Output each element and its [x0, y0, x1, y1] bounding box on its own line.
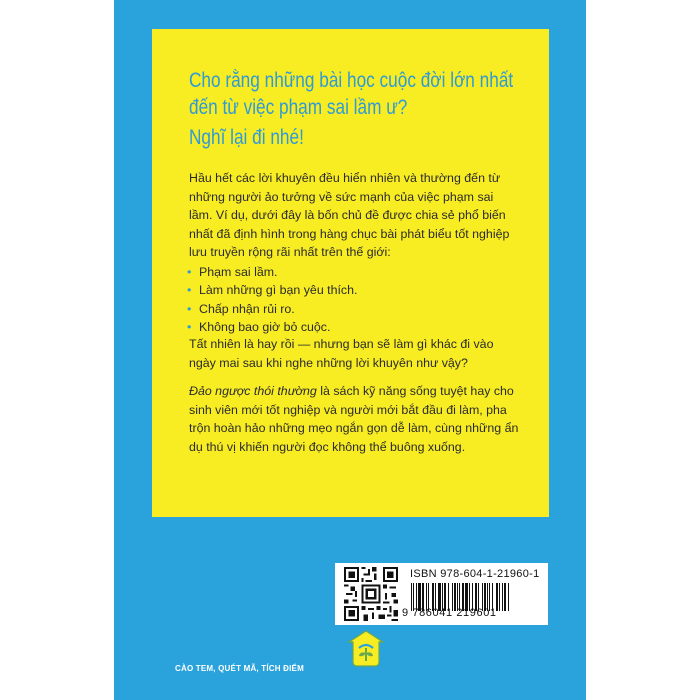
- subheadline: Nghĩ lại đi nhé!: [189, 126, 304, 149]
- barcode-digits: 9 786041 219601: [402, 607, 497, 619]
- qr-code-icon: [344, 567, 398, 621]
- headline-line-1: Cho rằng những bài học cuộc đời lớn nhất: [189, 69, 514, 92]
- headline: [189, 67, 514, 121]
- advice-list: [187, 263, 357, 337]
- question-paragraph: Tất nhiên là hay rồi — nhưng bạn sẽ làm gì khác đi vào ngày mai sau khi nghe những lời khuyên như vậy?: [189, 337, 494, 370]
- book-description-text: là sách kỹ năng sống tuyệt hay cho sinh viên mới tốt nghiệp và người mới bắt đầu đi làm, pha trộn hoàn hảo những mẹo ngắn gọn dễ làm, cùng những ẩn dụ thú vị khiến người đọc không thể buông xuống.: [189, 384, 519, 454]
- list-item: • Làm những gì bạn yêu thích.: [187, 281, 357, 299]
- list-item: • Chấp nhận rủi ro.: [187, 300, 357, 318]
- bullet-icon: •: [187, 320, 192, 335]
- publisher-logo-icon: [345, 628, 387, 670]
- footer-note: CÀO TEM, QUÉT MÃ, TÍCH ĐIỂM: [175, 664, 304, 673]
- bullet-icon: •: [187, 283, 192, 298]
- isbn-label: ISBN 978-604-1-21960-1: [410, 568, 540, 580]
- intro-paragraph: Hầu hết các lời khuyên đều hiển nhiên và thường đến từ những người ảo tưởng về sức mạnh của việc phạm sai lầm. Ví dụ, dưới đây là bốn chủ đề được chia sẻ phổ biến nhất đã định hình trong hàng chục bài phát biểu tốt nghiệp lưu truyền rộng rãi nhất trên thế giới:: [189, 171, 510, 260]
- list-item: • Phạm sai lầm.: [187, 263, 357, 281]
- book-title: Đảo ngược thói thường: [189, 384, 317, 398]
- bullet-icon: •: [187, 265, 192, 279]
- list-item: • Không bao giờ bỏ cuộc.: [187, 318, 357, 336]
- book-description: [189, 382, 519, 456]
- bullet-icon: •: [187, 301, 192, 316]
- headline-line-2: đến từ việc phạm sai lầm ư?: [189, 96, 408, 119]
